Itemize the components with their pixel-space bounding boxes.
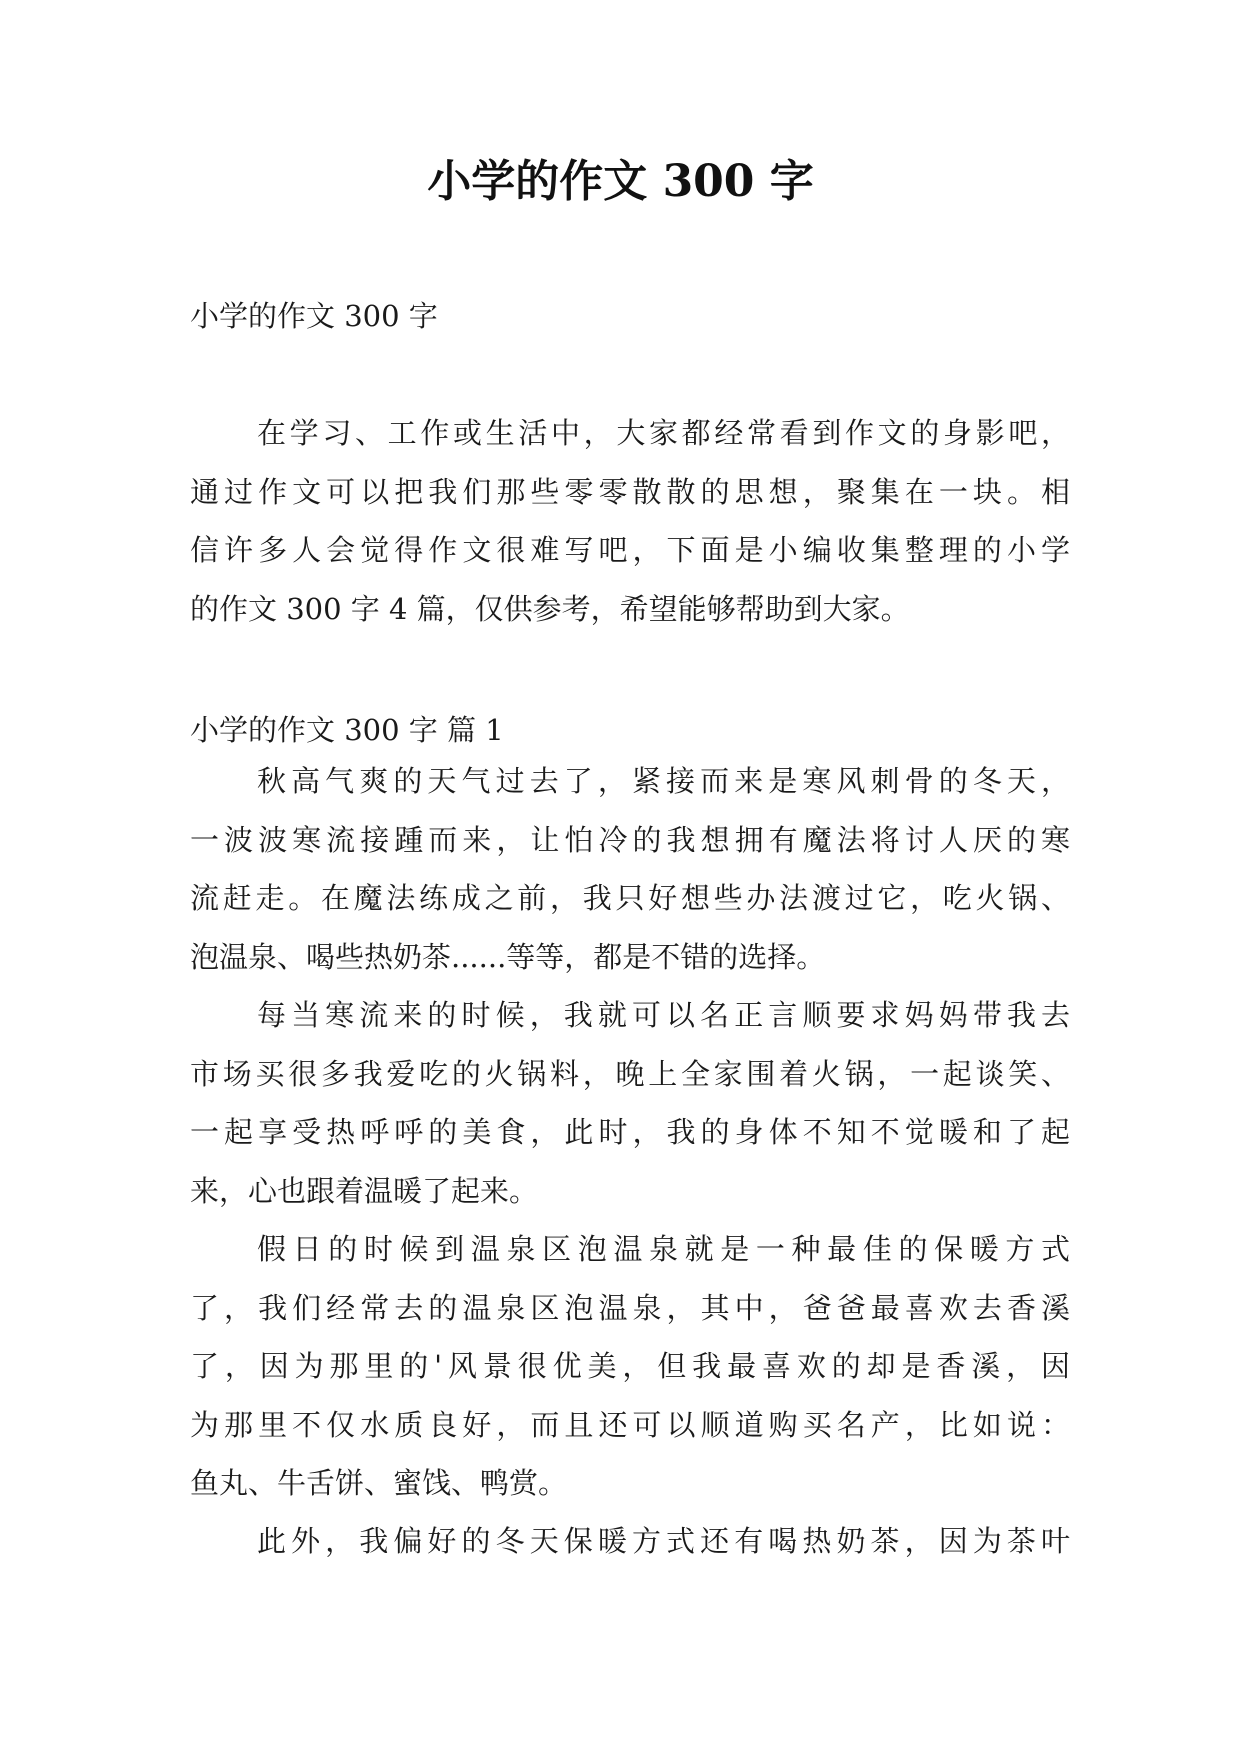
paragraph-line: 了，我们经常去的温泉区泡温泉，其中，爸爸最喜欢去香溪	[190, 1290, 1070, 1325]
intro-line: 的作文 300 字 4 篇，仅供参考，希望能够帮助到大家。	[190, 591, 910, 626]
body-paragraph	[190, 1512, 1070, 1571]
section-heading: 小学的作文 300 字 篇 1	[190, 713, 504, 747]
body-paragraph	[190, 986, 1070, 1220]
paragraph-line: 为那里不仅水质良好，而且还可以顺道购买名产，比如说：	[190, 1407, 1070, 1442]
paragraph-line: 了，因为那里的'风景很优美，但我最喜欢的却是香溪，因	[190, 1349, 1070, 1383]
paragraph-line: 来，心也跟着温暖了起来。	[190, 1173, 539, 1208]
paragraph-line: 一起享受热呼呼的美食，此时，我的身体不知不觉暖和了起	[190, 1115, 1070, 1149]
document-subtitle: 小学的作文 300 字	[190, 299, 438, 333]
intro-line: 在学习、工作或生活中，大家都经常看到作文的身影吧，	[257, 416, 1070, 450]
paragraph-line: 此外，我偏好的冬天保暖方式还有喝热奶茶，因为茶叶	[257, 1524, 1070, 1558]
body-paragraph	[190, 752, 1070, 986]
paragraph-line: 一波波寒流接踵而来，让怕冷的我想拥有魔法将讨人厌的寒	[190, 822, 1070, 857]
document-title: 小学的作文 300 字	[427, 156, 814, 207]
intro-line: 信许多人会觉得作文很难写吧，下面是小编收集整理的小学	[190, 533, 1070, 567]
paragraph-line: 鱼丸、牛舌饼、蜜饯、鸭赏。	[190, 1466, 568, 1500]
paragraph-line: 每当寒流来的时候，我就可以名正言顺要求妈妈带我去	[257, 998, 1070, 1032]
paragraph-line: 假日的时候到温泉区泡温泉就是一种最佳的保暖方式	[257, 1232, 1070, 1266]
body-paragraph	[190, 1220, 1070, 1513]
paragraph-line: 流赶走。在魔法练成之前，我只好想些办法渡过它，吃火锅、	[190, 881, 1070, 915]
paragraph-line: 市场买很多我爱吃的火锅料，晚上全家围着火锅，一起谈笑、	[190, 1056, 1070, 1091]
intro-paragraph	[190, 404, 1070, 638]
paragraph-line: 秋高气爽的天气过去了，紧接而来是寒风刺骨的冬天，	[257, 764, 1070, 798]
paragraph-line: 泡温泉、喝些热奶茶......等等，都是不错的选择。	[190, 939, 826, 974]
intro-line: 通过作文可以把我们那些零零散散的思想，聚集在一块。相	[190, 474, 1070, 509]
